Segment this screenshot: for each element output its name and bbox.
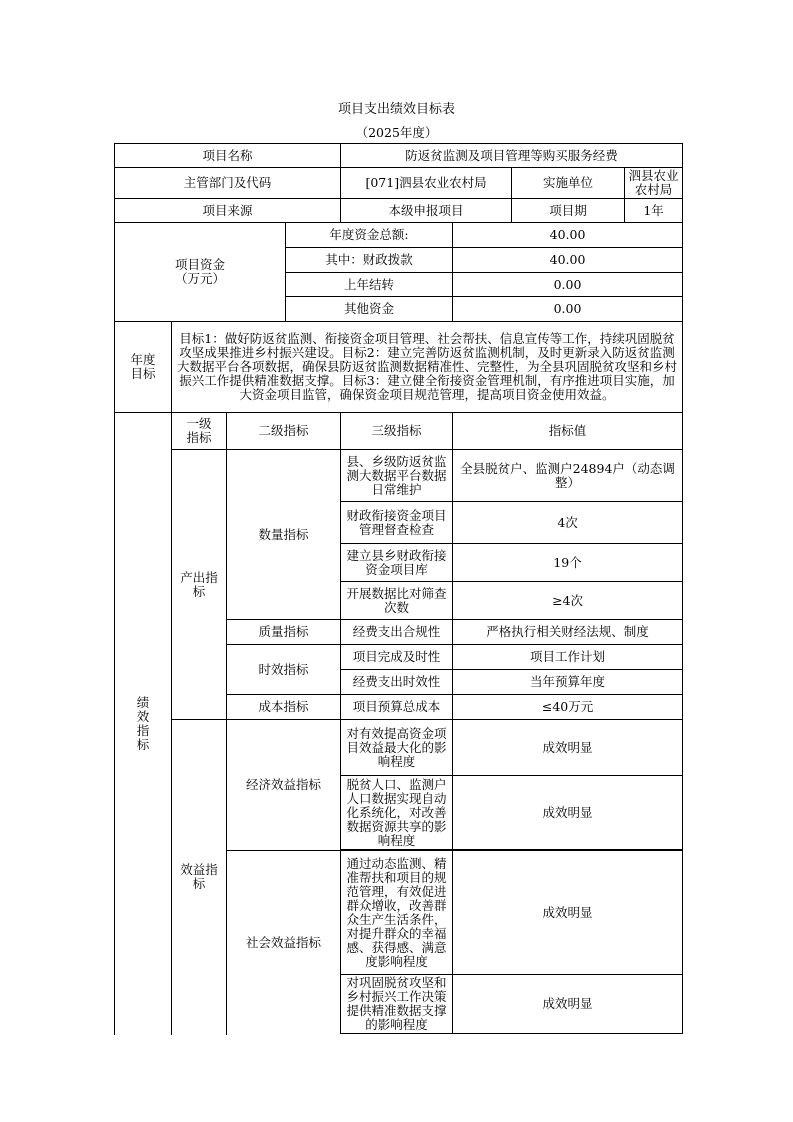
e2-value: 成效明显	[453, 776, 683, 850]
funds-fiscal-value: 40.00	[453, 248, 683, 273]
header-level1: 一级 指标	[172, 413, 227, 450]
funds-other-value: 0.00	[453, 297, 683, 322]
q2-value: 4次	[453, 502, 683, 544]
q4-value: ≥4次	[453, 582, 683, 620]
header-level3: 三级指标	[341, 413, 453, 450]
s1-value: 成效明显	[453, 851, 683, 975]
s1-name: 通过动态监测、精准帮扶和项目的规范管理，有效促进群众增收，改善群众生产生活条件，对提升群众的幸福感、获得感、满意度影响程度	[341, 851, 453, 975]
q3-name: 建立县乡财政衔接资金项目库	[341, 544, 453, 582]
e1-name: 对有效提高资金项目效益最大化的影响程度	[341, 720, 453, 776]
q3-value: 19个	[453, 544, 683, 582]
funds-label: 项目资金 （万元）	[115, 223, 286, 322]
funds-carryover-label: 上年结转	[286, 273, 453, 297]
funds-total-label: 年度资金总额:	[286, 223, 453, 248]
impl-unit-label: 实施单位	[512, 168, 625, 199]
quality-name: 经费支出合规性	[341, 620, 453, 645]
funds-carryover-value: 0.00	[453, 273, 683, 297]
social-benefit-label: 社会效益指标	[227, 851, 341, 1035]
project-name-label: 项目名称	[115, 144, 341, 168]
t2-name: 经费支出时效性	[341, 670, 453, 695]
cost-indicators-label: 成本指标	[227, 695, 341, 720]
t2-value: 当年预算年度	[453, 670, 683, 695]
benefit-indicators-label: 效益指 标	[172, 720, 227, 1035]
header-level2: 二级指标	[227, 413, 341, 450]
s2-name: 对巩固脱贫攻坚和乡村振兴工作决策提供精准数据支撑的影响程度	[341, 975, 453, 1034]
document-title: 项目支出绩效目标表	[337, 102, 455, 117]
funds-fiscal-label: 其中：财政拨款	[286, 248, 453, 273]
annual-goals-label: 年度 目标	[115, 322, 172, 413]
q2-name: 财政衔接资金项目管理督查检查	[341, 502, 453, 544]
output-indicators-label: 产出指 标	[172, 450, 227, 720]
time-indicators-label: 时效指标	[227, 645, 341, 695]
dept-label: 主管部门及代码	[115, 168, 341, 199]
q1-value: 全县脱贫户、监测户24894户（动态调整）	[453, 450, 683, 502]
funds-other-label: 其他资金	[286, 297, 453, 322]
q1-name: 县、乡级防返贫监测大数据平台数据日常维护	[341, 450, 453, 502]
period-value: 1年	[625, 199, 683, 223]
quality-value: 严格执行相关财经法规、制度	[453, 620, 683, 645]
t1-name: 项目完成及时性	[341, 645, 453, 670]
impl-unit-value: 泗县农业农村局	[625, 168, 683, 199]
e1-value: 成效明显	[453, 720, 683, 776]
period-label: 项目期	[512, 199, 625, 223]
quantity-indicators-label: 数量指标	[227, 450, 341, 620]
economic-benefit-label: 经济效益指标	[227, 720, 341, 851]
cost-name: 项目预算总成本	[341, 695, 453, 720]
header-indicator-value: 指标值	[453, 413, 683, 450]
source-label: 项目来源	[115, 199, 341, 223]
performance-table	[114, 143, 683, 1034]
source-value: 本级申报项目	[341, 199, 512, 223]
performance-indicators-label: 绩 效 指 标	[115, 413, 172, 1035]
document-year: （2025年度）	[355, 125, 438, 140]
e2-name: 脱贫人口、监测户人口数据实现自动化系统化，对改善数据资源共享的影响程度	[341, 776, 453, 850]
cost-value: ≤40万元	[453, 695, 683, 720]
project-name-value: 防返贫监测及项目管理等购买服务经费	[341, 144, 683, 168]
s2-value: 成效明显	[453, 975, 683, 1034]
annual-goals-text: 目标1：做好防返贫监测、衔接资金项目管理、社会帮扶、信息宣传等工作，持续巩固脱贫攻坚成果推进乡村振兴建设。目标2：建立完善防返贫监测机制，及时更新录入防返贫监测大数据平台各项数据，确保县防返贫监测数据精准性、完整性，为全县巩固脱贫攻坚和乡村振兴工作提供精准数据支撑。目标3：建立健全衔接资金管理机制，有序推进项目实施，加大资金项目监管，确保资金项目规范管理，提高项目资金使用效益。	[172, 322, 683, 413]
funds-total-value: 40.00	[453, 223, 683, 248]
dept-value: [071]泗县农业农村局	[341, 168, 512, 199]
t1-value: 项目工作计划	[453, 645, 683, 670]
q4-name: 开展数据比对筛查次数	[341, 582, 453, 620]
quality-indicators-label: 质量指标	[227, 620, 341, 645]
